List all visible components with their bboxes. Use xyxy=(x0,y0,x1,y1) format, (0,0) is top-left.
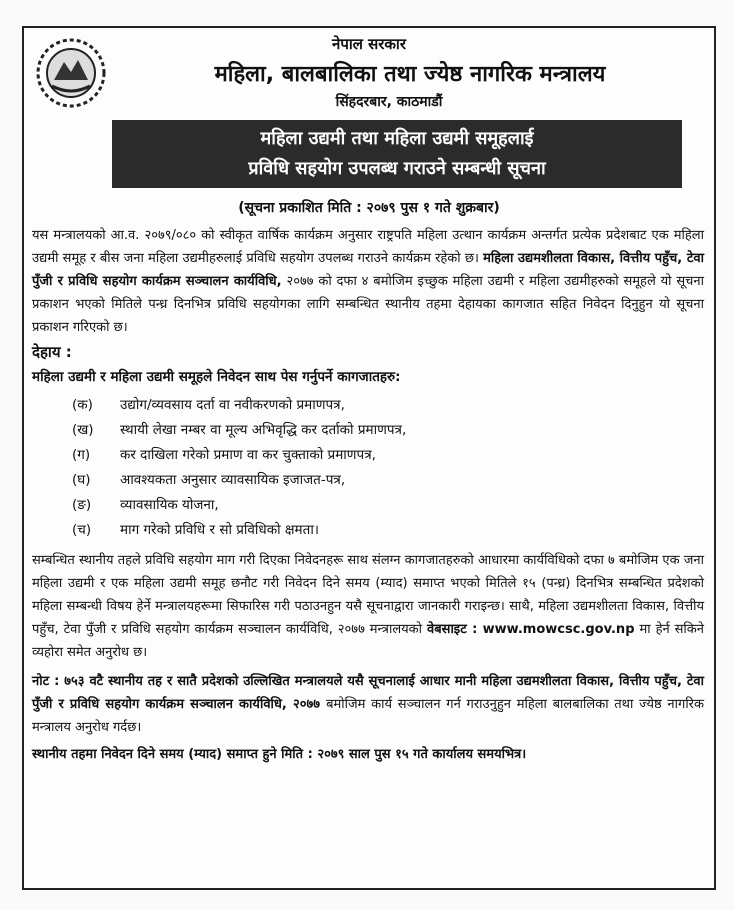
procedure-text: सम्बन्धित स्थानीय तहले प्रविधि सहयोग माग गरी दिएका निवेदनहरू साथ संलग्न कागजातहरुको आधारमा कार्यविधिको दफा ७ बमोजिम एक जना महिला उद्यमी र एक महिला उद्यमी समूह छनौट गरी निवेदन दिने समय (म्याद) समाप्त भएको मितिले १५ (पन्ध्र) दिनभित्र सम्बन्धित प्रदेशको महिला सम्बन्धी विषय हेर्ने मन्त्रालयहरूमा सिफारिस गरी पठाउनहुन यसै सूचनाद्वारा जानकारी गराइन्छ। साथै, महिला उद्यमशीलता विकास, वित्तीय पहुँच, टेवा पुँजी र प्रविधि सहयोग कार्यक्रम सञ्चालन कार्यविधि, २०७७ मन्त्रालयको xyxy=(32,553,704,637)
list-item-text: आवश्यकता अनुसार व्यावसायिक इजाजत-पत्र, xyxy=(120,472,346,488)
notice-body xyxy=(32,224,704,766)
note-plain-text: बमोजिम कार्य सञ्चालन गर्न गराउनुहुन महिला बालबालिका तथा ज्येष्ठ नागरिक मन्त्रालय अनुरोध गर्दछ। xyxy=(32,697,704,735)
list-item xyxy=(72,443,704,468)
intro-text-1: यस मन्त्रालयको आ.व. २०७९/०८० को स्वीकृत वार्षिक कार्यक्रम अनुसार राष्ट्रपति महिला उत्थान कार्यक्रम अन्तर्गत प्रत्येक प्रदेशबाट एक महिला उद्यमी समूह र बीस जना महिला उद्यमीहरुलाई प्रविधि सहयोग उपलब्ध गराउने कार्यक्रम रहेको छ। xyxy=(32,228,704,266)
notice-title-line1: महिला उद्यमी तथा महिला उद्यमी समूहलाई xyxy=(260,128,534,149)
notice-title-banner xyxy=(112,120,682,188)
publication-date: (सूचना प्रकाशित मिति : २०७९ पुस १ गते शुक्रबार) xyxy=(238,200,500,216)
list-marker: (क) xyxy=(72,397,93,413)
website-link[interactable]: वेबसाइट : www.mowcsc.gov.np xyxy=(427,622,635,637)
list-item xyxy=(72,468,704,493)
procedure-tail: मा हेर्न सकिने व्यहोरा समेत अनुरोध छ। xyxy=(32,622,704,660)
notice-sheet xyxy=(22,26,716,890)
ministry-location: सिंहदरबार, काठमाडौं xyxy=(335,94,443,110)
notice-title-line2: प्रविधि सहयोग उपलब्ध गराउने सम्बन्धी सूचना xyxy=(248,158,546,179)
list-item xyxy=(72,418,704,443)
intro-paragraph xyxy=(32,224,704,339)
list-item-text: व्यावसायिक योजना, xyxy=(120,497,219,513)
ministry-name: महिला, बालबालिका तथा ज्येष्ठ नागरिक मन्त्रालय xyxy=(214,62,606,87)
note-paragraph xyxy=(32,670,704,739)
list-marker: (ङ) xyxy=(72,497,92,513)
list-item-text: उद्योग/व्यवसाय दर्ता वा नवीकरणको प्रमाणपत्र, xyxy=(120,397,345,413)
requirements-list xyxy=(72,393,704,543)
list-item xyxy=(72,518,704,543)
deadline-paragraph: स्थानीय तहमा निवेदन दिने समय (म्याद) समाप्त हुने मिति : २०७९ साल पुस १५ गते कार्यालय समयभित्र। xyxy=(32,747,527,762)
government-name: नेपाल सरकार xyxy=(332,35,406,53)
list-item xyxy=(72,393,704,418)
list-marker: (घ) xyxy=(72,472,91,488)
list-marker: (ख) xyxy=(72,422,94,438)
list-item-text: माग गरेको प्रविधि र सो प्रविधिको क्षमता। xyxy=(120,522,319,538)
list-marker: (च) xyxy=(72,522,92,538)
note-bold-text: नोट : ७५३ वटै स्थानीय तह र सातै प्रदेशको उल्लिखित मन्त्रालयले यसै सूचनालाई आधार मानी महिला उद्यमशीलता विकास, वित्तीय पहुँच, टेवा पुँजी र प्रविधि सहयोग कार्यक्रम सञ्चालन कार्यविधि, २०७७ xyxy=(32,674,704,712)
list-item-text: कर दाखिला गरेको प्रमाण वा कर चुक्ताको प्रमाणपत्र, xyxy=(120,447,376,463)
procedure-paragraph xyxy=(32,549,704,664)
intro-text-2: २०७७ को दफा ४ बमोजिम इच्छुक महिला उद्यमी र महिला उद्यमीहरुको समूहले यो सूचना प्रकाशन भएको मितिले पन्ध्र दिनभित्र प्रविधि सहयोगका लागि सम्बन्धित स्थानीय तहमा देहायका कागजात सहित निवेदन दिनुहुन यो सूचना प्रकाशन गरिएको छ। xyxy=(32,274,704,335)
list-marker: (ग) xyxy=(72,447,91,463)
documents-heading: महिला उद्यमी र महिला उद्यमी समूहले निवेदन साथ पेस गर्नुपर्ने कागजातहरु: xyxy=(32,369,401,385)
list-item xyxy=(72,493,704,518)
list-item-text: स्थायी लेखा नम्बर वा मूल्य अभिवृद्धि कर दर्ताको प्रमाणपत्र, xyxy=(120,422,407,438)
intro-program-name: महिला उद्यमशीलता विकास, वित्तीय पहुँच, टेवा पुँजी र प्रविधि सहयोग कार्यक्रम सञ्चालन कार्यविधि, xyxy=(32,251,704,289)
notice-header xyxy=(24,28,714,120)
dehaya-heading: देहाय : xyxy=(32,343,72,361)
